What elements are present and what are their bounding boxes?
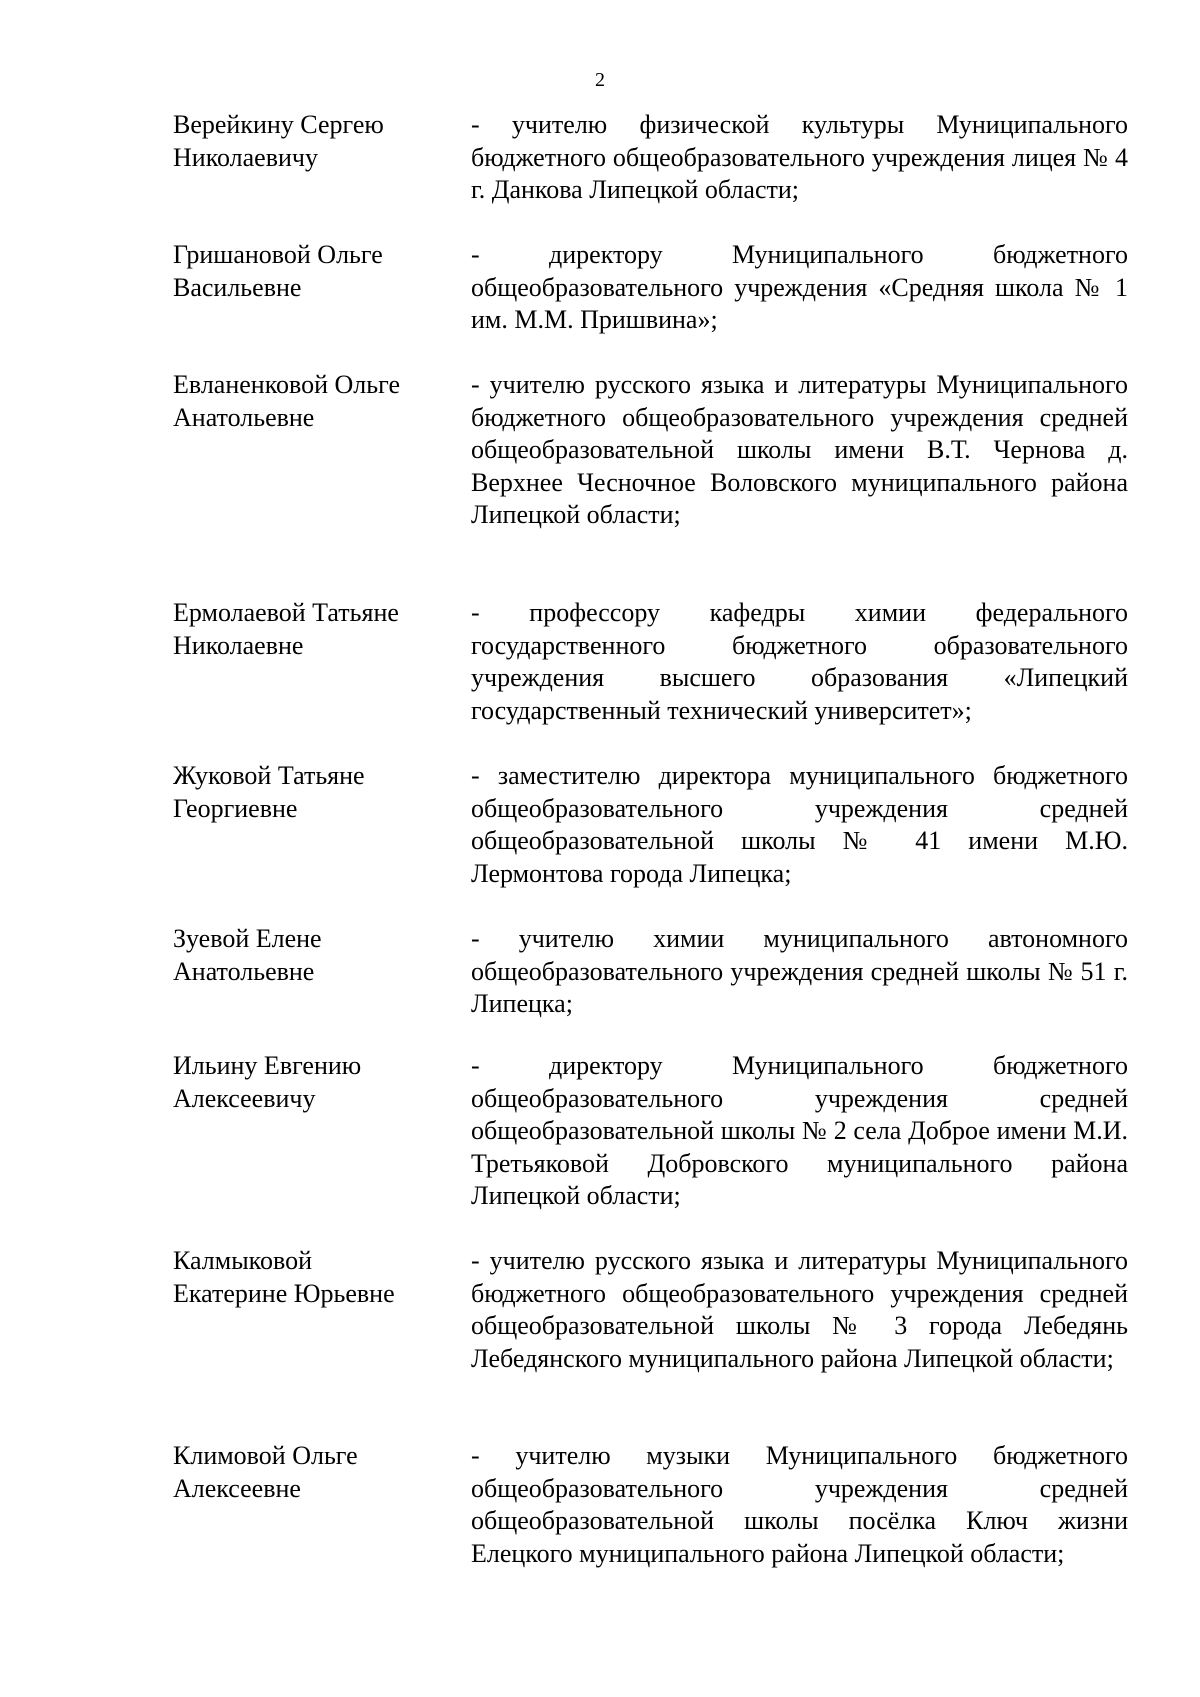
person-name: Климовой Ольге Алексеевне [173,1441,358,1503]
person-position: - директору Муниципального бюджетного общеобразовательного учреждения средней общеобразовательной школы № 2 села Доброе имени М.И. Третьяковой Добровского муниципального района Липецкой области; [471,1051,1128,1211]
person-position: - заместителю директора муниципального бюджетного общеобразовательного учреждения средней общеобразовательной школы № 41 имени М.Ю. Лермонтова города Липецка; [471,761,1128,888]
person-position: - учителю музыки Муниципального бюджетного общеобразовательного учреждения средней общеобразовательной школы посёлка Ключ жизни Елецкого муниципального района Липецкой области; [471,1441,1128,1568]
person-name: Ильину Евгению Алексеевичу [173,1051,362,1113]
person-name: Ермолаевой Татьяне Николаевне [173,598,399,660]
person-name: Гришановой Ольге Васильевне [173,240,383,302]
person-position: - учителю физической культуры Муниципального бюджетного общеобразовательного учреждения лицея № 4 г. Данкова Липецкой области; [471,110,1128,205]
person-position: - учителю русского языка и литературы Муниципального бюджетного общеобразовательного учреждения средней общеобразовательной школы № 3 города Лебедянь Лебедянского муниципального района Липецкой области; [471,1246,1128,1373]
person-name: Жуковой Татьяне Георгиевне [173,761,365,823]
person-position: - директору Муниципального бюджетного общеобразовательного учреждения «Средняя школа № 1 им. М.М. Пришвина»; [471,240,1128,335]
person-name: Евланенковой Ольге Анатольевне [173,370,400,432]
person-name: Зуевой Елене Анатольевне [173,924,322,986]
person-name: Верейкину Сергею Николаевичу [173,110,384,172]
person-position: - учителю русского языка и литературы Муниципального бюджетного общеобразовательного учреждения средней общеобразовательной школы имени В.Т. Чернова д. Верхнее Чесночное Воловского муниципального района Липецкой области; [471,370,1128,530]
person-position: - учителю химии муниципального автономного общеобразовательного учреждения средней школы № 51 г. Липецка; [471,924,1128,1019]
person-position: - профессору кафедры химии федерального государственного бюджетного образовательного учреждения высшего образования «Липецкий государственный технический университет»; [471,598,1128,725]
person-name: Калмыковой Екатерине Юрьевне [173,1246,395,1308]
page-number: 2 [595,69,605,91]
